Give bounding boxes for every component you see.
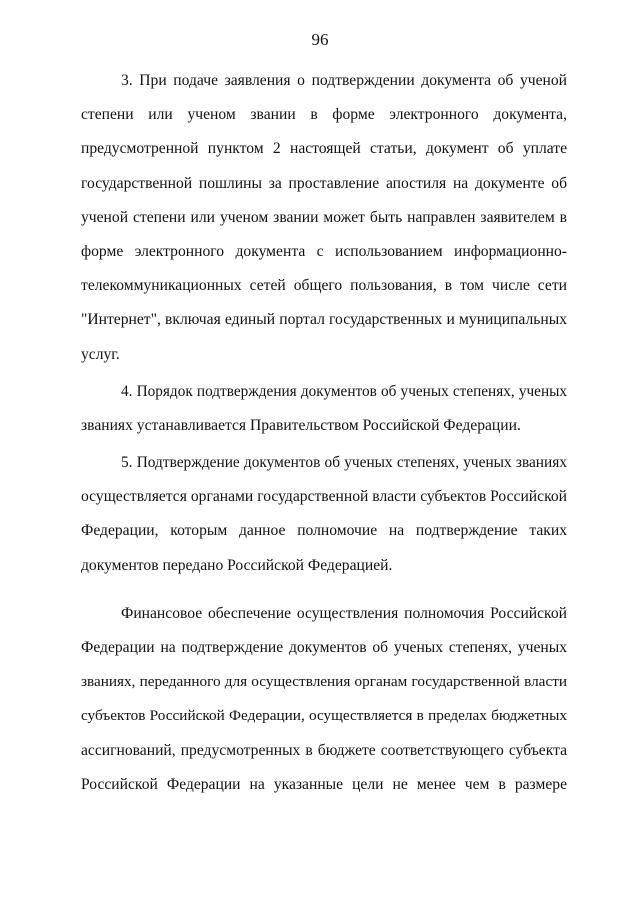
text-line: документов передано Российской Федерацией. (81, 556, 393, 574)
text-line: ученой степени или ученом звании может быть направлен заявителем в (81, 208, 567, 226)
document-body (81, 64, 567, 802)
text-line: "Интернет", включая единый портал государственных и муниципальных (81, 311, 567, 329)
text-line: Финансовое обеспечение осуществления полномочия Российской (121, 604, 567, 622)
text-line: Российской Федерации на указанные цели не менее чем в размере (81, 775, 567, 793)
paragraph-5 (81, 446, 567, 583)
text-line: государственной пошлины за проставление апостиля на документе об (81, 174, 567, 192)
text-line: 3. При подаче заявления о подтверждении документа об ученой (121, 72, 567, 89)
text-line: 4. Порядок подтверждения документов об ученых степенях, ученых (121, 382, 567, 400)
text-line: Федерации, которым данное полномочие на подтверждение таких (81, 522, 567, 540)
text-line: осуществляется органами государственной власти субъектов Российской (81, 488, 567, 506)
page-number: 96 (311, 30, 329, 49)
text-line: услуг. (81, 345, 120, 363)
text-line: 5. Подтверждение документов об ученых степенях, ученых званиях (121, 454, 567, 472)
paragraph-4 (81, 375, 567, 443)
text-line: предусмотренной пунктом 2 настоящей статьи, документ об уплате (81, 140, 567, 158)
paragraph-financing (81, 597, 567, 802)
text-line: форме электронного документа с использованием информационно- (81, 242, 567, 260)
paragraph-gap (81, 583, 567, 597)
text-line: субъектов Российской Федерации, осуществляется в пределах бюджетных (81, 707, 567, 725)
text-line: телекоммуникационных сетей общего пользования, в том числе сети (81, 277, 567, 295)
text-line: ассигнований, предусмотренных в бюджете соответствующего субъекта (81, 741, 567, 759)
text-line: Федерации на подтверждение документов об ученых степенях, ученых (81, 639, 567, 656)
text-line: степени или ученом звании в форме электронного документа, (81, 106, 567, 124)
text-line: званиях устанавливается Правительством Российской Федерации. (81, 416, 521, 434)
text-line: званиях, переданного для осуществления органам государственной власти (81, 673, 567, 691)
paragraph-3 (81, 64, 567, 372)
